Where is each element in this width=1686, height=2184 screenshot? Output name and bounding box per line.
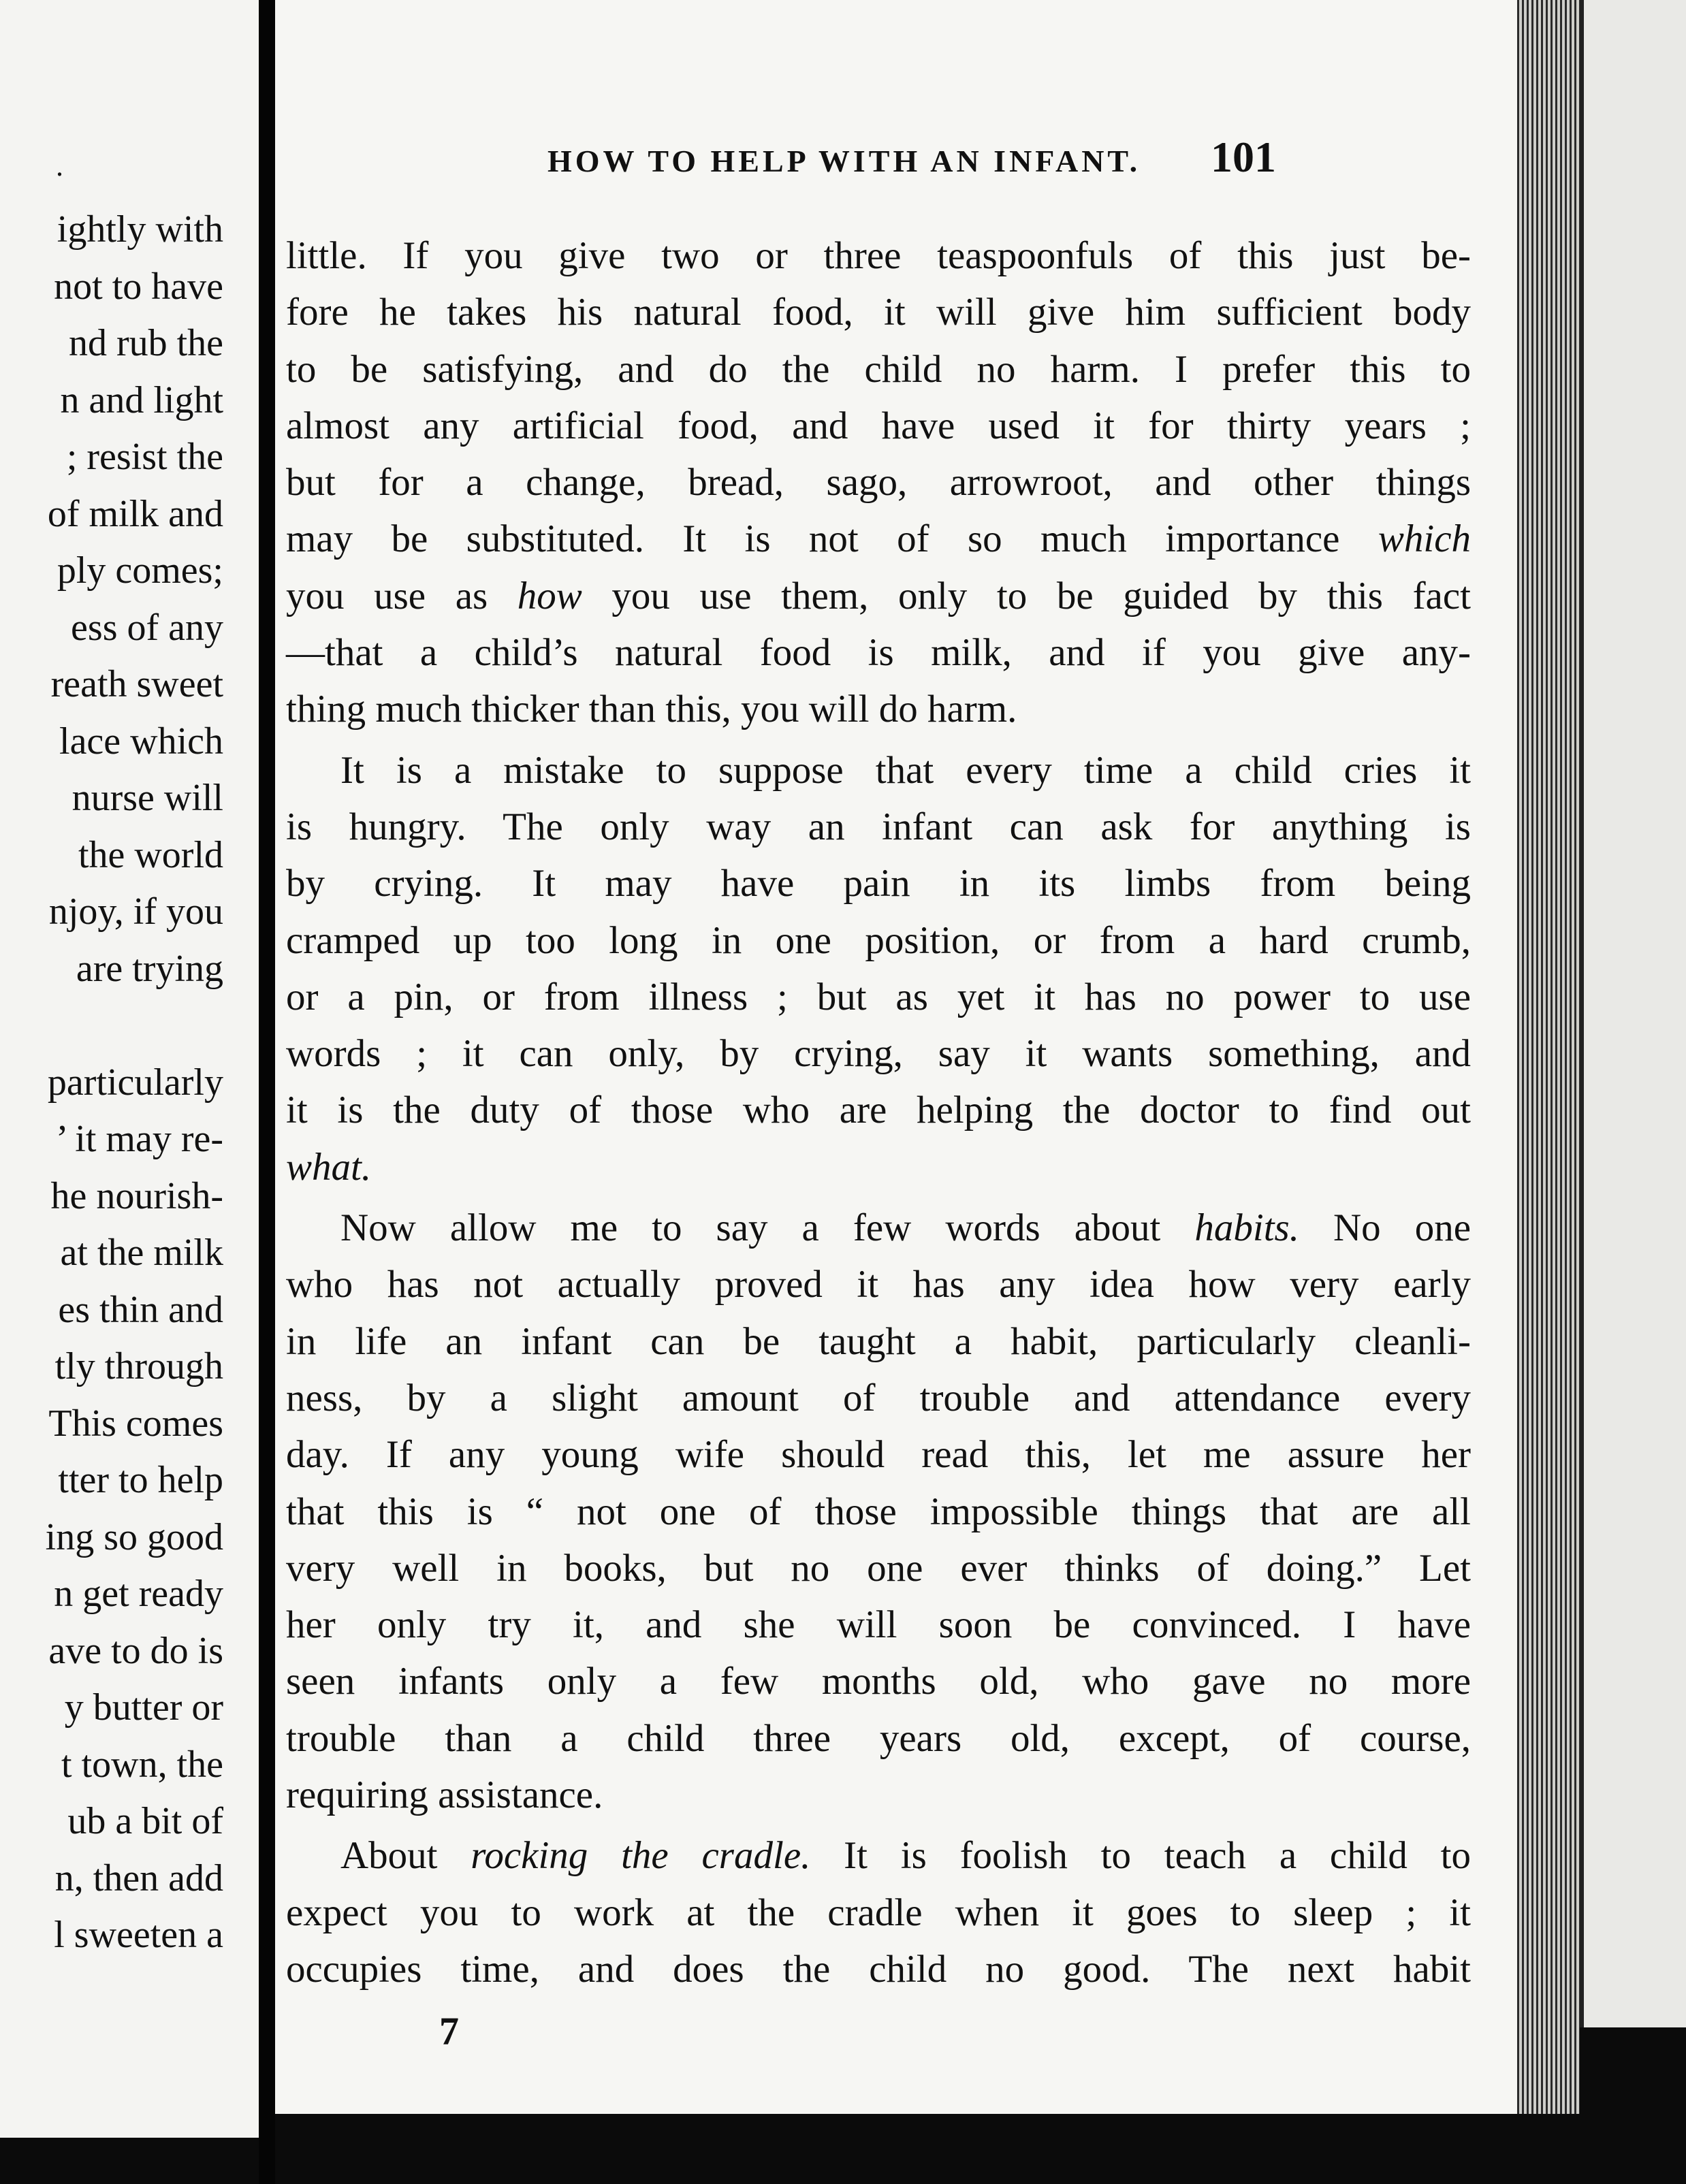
- ink-dot: .: [56, 149, 63, 182]
- text-run: About: [340, 1834, 471, 1878]
- facing-line: n get ready: [54, 1573, 223, 1615]
- facing-line: ’ it may re-: [55, 1118, 223, 1160]
- facing-line: tter to help: [58, 1459, 223, 1501]
- paragraph: [286, 227, 1471, 738]
- facing-line: lace which: [59, 720, 223, 762]
- facing-line: ub a bit of: [67, 1800, 223, 1842]
- text-line: but for a change, bread, sago, arrowroot, and other things: [286, 461, 1471, 504]
- text-run: It is foolish to teach a child to: [810, 1834, 1471, 1878]
- facing-line: ; resist the: [66, 436, 223, 478]
- text-run: you use as: [286, 574, 518, 617]
- text-run: Now allow me to say a few words about: [340, 1206, 1195, 1250]
- paragraph: [286, 1200, 1471, 1823]
- facing-line: njoy, if you: [48, 890, 223, 933]
- text-run: may be substituted. It is not of so much importance: [286, 517, 1378, 561]
- facing-page-left: [0, 0, 259, 2138]
- text-line: [286, 1139, 1471, 1195]
- bottom-shadow: [275, 2114, 1580, 2184]
- page-header: [275, 133, 1276, 191]
- text-line: seen infants only a few months old, who gave no more: [286, 1660, 1471, 1703]
- page-edges: [1517, 0, 1580, 2117]
- italic-word: habits.: [1194, 1206, 1299, 1250]
- text-line: expect you to work at the cradle when it goes to sleep ; it: [286, 1891, 1471, 1934]
- italic-word: what.: [286, 1145, 372, 1189]
- facing-line: ply comes;: [57, 549, 223, 592]
- text-line: trouble than a child three years old, except, of course,: [286, 1716, 1471, 1760]
- text-line: her only try it, and she will soon be convinced. I have: [286, 1603, 1471, 1647]
- italic-word: how: [517, 574, 582, 617]
- text-run: No one: [1299, 1206, 1472, 1250]
- facing-line: ing so good: [45, 1515, 223, 1558]
- facing-line: reath sweet: [50, 663, 223, 705]
- book-cover-edge: [1580, 0, 1686, 2027]
- paragraph: [286, 1827, 1471, 1997]
- facing-line: ave to do is: [48, 1629, 223, 1672]
- facing-line: n, then add: [54, 1857, 223, 1899]
- facing-line: [0, 997, 223, 1055]
- text-line: day. If any young wife should read this, let me assure her: [286, 1433, 1471, 1477]
- text-line: in life an infant can be taught a habit, particularly cleanli-: [286, 1319, 1471, 1363]
- facing-page-text: [0, 202, 223, 1964]
- text-line: [286, 1200, 1471, 1256]
- text-line: cramped up too long in one position, or from a hard crumb,: [286, 918, 1471, 962]
- text-line: [286, 1827, 1471, 1884]
- facing-line: nurse will: [71, 777, 223, 819]
- facing-line: of milk and: [47, 492, 223, 535]
- facing-line: l sweeten a: [54, 1914, 223, 1956]
- text-line: [286, 568, 1471, 624]
- text-line: by crying. It may have pain in its limbs from being: [286, 862, 1471, 905]
- italic-phrase: rocking the cradle.: [471, 1834, 811, 1878]
- facing-line: he nourish-: [50, 1174, 223, 1217]
- facing-line: not to have: [54, 265, 223, 308]
- facing-line: particularly: [47, 1061, 223, 1104]
- text-run: you use them, only to be guided by this fact: [582, 574, 1471, 617]
- facing-line: at the milk: [60, 1232, 223, 1274]
- facing-line: nd rub the: [68, 322, 223, 364]
- text-line: little. If you give two or three teaspoonfuls of this just be-: [286, 234, 1471, 277]
- running-head: HOW TO HELP WITH AN INFANT.: [547, 144, 1141, 178]
- page-number: 101: [1211, 133, 1276, 181]
- text-line: to be satisfying, and do the child no harm. I prefer this to: [286, 347, 1471, 391]
- text-line: or a pin, or from illness ; but as yet it has no power to use: [286, 975, 1471, 1018]
- text-line: fore he takes his natural food, it will give him sufficient body: [286, 291, 1471, 334]
- facing-line: ess of any: [71, 606, 223, 649]
- text-line: requiring assistance.: [286, 1773, 603, 1817]
- facing-line: This comes: [48, 1402, 223, 1445]
- text-line: occupies time, and does the child no good. The next habit: [286, 1947, 1471, 1991]
- text-line: it is the duty of those who are helping the doctor to find out: [286, 1089, 1471, 1132]
- book-gutter: [259, 0, 275, 2184]
- facing-line: ightly with: [57, 208, 223, 251]
- signature-mark: 7: [439, 2009, 459, 2053]
- paragraph: [286, 742, 1471, 1195]
- text-line: almost any artificial food, and have used it for thirty years ;: [286, 404, 1471, 447]
- text-line: who has not actually proved it has any idea how very early: [286, 1263, 1471, 1306]
- text-line: that this is “ not one of those impossible things that are all: [286, 1490, 1471, 1533]
- text-line: thing much thicker than this, you will do harm.: [286, 688, 1017, 731]
- facing-line: tly through: [54, 1345, 223, 1387]
- text-line: very well in books, but no one ever thinks of doing.” Let: [286, 1546, 1471, 1590]
- facing-line: the world: [78, 833, 223, 876]
- facing-line: es thin and: [58, 1288, 223, 1331]
- facing-line: t town, the: [61, 1743, 223, 1786]
- text-line: [286, 511, 1471, 567]
- text-line: ness, by a slight amount of trouble and attendance every: [286, 1376, 1471, 1419]
- facing-line: n and light: [60, 379, 223, 421]
- text-line: —that a child’s natural food is milk, and if you give any-: [286, 631, 1471, 675]
- facing-line: are trying: [76, 947, 223, 990]
- text-line: words ; it can only, by crying, say it wants something, and: [286, 1032, 1471, 1076]
- facing-line: y butter or: [64, 1686, 223, 1729]
- body-text: [286, 227, 1471, 1997]
- text-line: is hungry. The only way an infant can ask for anything is: [286, 805, 1471, 848]
- text-line: It is a mistake to suppose that every time a child cries it: [340, 748, 1471, 792]
- italic-word: which: [1378, 517, 1471, 561]
